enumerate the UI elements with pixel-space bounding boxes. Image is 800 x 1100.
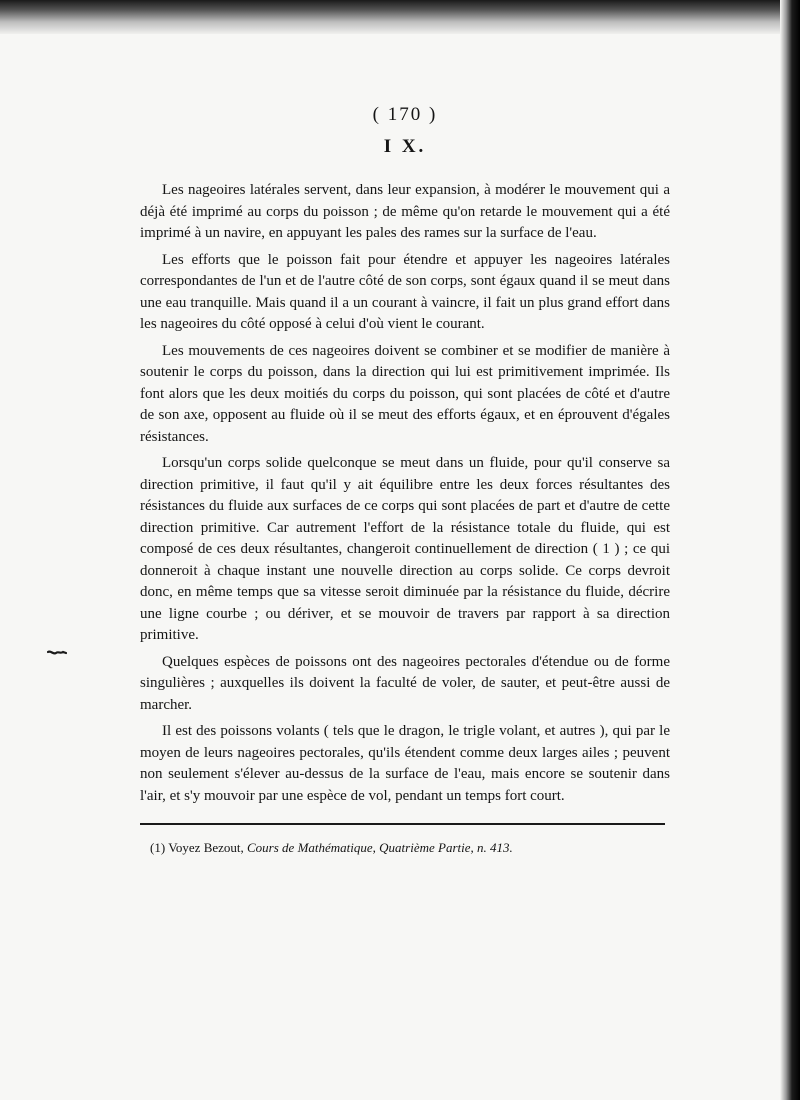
- paragraph: Les efforts que le poisson fait pour étendre et appuyer les nageoires latérales correspondantes de l'un et de l'autre côté de son corps, sont égaux quand il se meut dans une eau tranquille. Mais quand il a un courant à vaincre, il fait un plus grand effort dans les nageoires du côté opposé à celui d'où vient le courant.: [140, 251, 670, 332]
- footnote: [150, 839, 670, 857]
- footnote-rule: [140, 823, 665, 825]
- scan-top-edge: [0, 0, 800, 34]
- book-page: [140, 104, 670, 857]
- paragraph: Lorsqu'un corps solide quelconque se meut dans un fluide, pour qu'il conserve sa direction primitive, il faut qu'il y ait équilibre entre les deux forces résultantes des résistances du fluide aux surfaces de ce corps qui sont placées de part et d'autre de cette direction primitive. Car autrement l'effort de la résistance totale du fluide, qui est composé de ces deux résultantes, changeroit continuellement de direction ( 1 ) ; ce qui donneroit à chaque instant une nouvelle direction au corps solide. Ce corps devroit donc, en même temps que sa vitesse seroit diminuée par la résistance du fluide, décrire une ligne courbe ; ou dériver, et se mouvoir de travers par rapport à sa direction primitive.: [140, 455, 670, 643]
- margin-ink-mark: [47, 648, 67, 658]
- footnote-author: Voyez Bezout,: [168, 840, 244, 855]
- footnote-mark: (1): [150, 840, 166, 855]
- body-text: [140, 180, 670, 807]
- paragraph: Les nageoires latérales servent, dans leur expansion, à modérer le mouvement qui a déjà été imprimé au corps du poisson ; de même qu'on retarde le mouvement qui a été imprimé à un navire, en appuyant les pales des rames sur la surface de l'eau.: [140, 182, 670, 241]
- footnote-part: Quatrième Partie, n. 413.: [379, 840, 513, 855]
- scan-right-edge: [780, 0, 800, 1100]
- paragraph: Quelques espèces de poissons ont des nageoires pectorales d'étendue ou de forme singulières ; auxquelles ils doivent la faculté de voler, de sauter, et peut-être aussi de marcher.: [140, 653, 670, 713]
- page-number: ( 170 ): [372, 104, 438, 125]
- paragraph: Les mouvements de ces nageoires doivent se combiner et se modifier de manière à soutenir le corps du poisson, dans la direction qui lui est primitivement imprimée. Ils font alors que les deux moitiés du corps du poisson, qui sont placées de côté et d'autre de son axe, opposent au fluide où il se meut des efforts égaux, et en éprouvent d'égales résistances.: [140, 342, 670, 445]
- section-heading: I X.: [383, 136, 427, 157]
- paragraph: Il est des poissons volants ( tels que le dragon, le trigle volant, et autres ), qui par le moyen de leurs nageoires pectorales, qu'ils étendent comme deux larges ailes ; peuvent non seulement s'élever au-dessus de la surface de l'eau, mais encore se soutenir dans l'air, et s'y mouvoir par une espèce de vol, pendant un temps fort court.: [140, 723, 670, 804]
- footnote-title: Cours de Mathématique,: [247, 840, 376, 855]
